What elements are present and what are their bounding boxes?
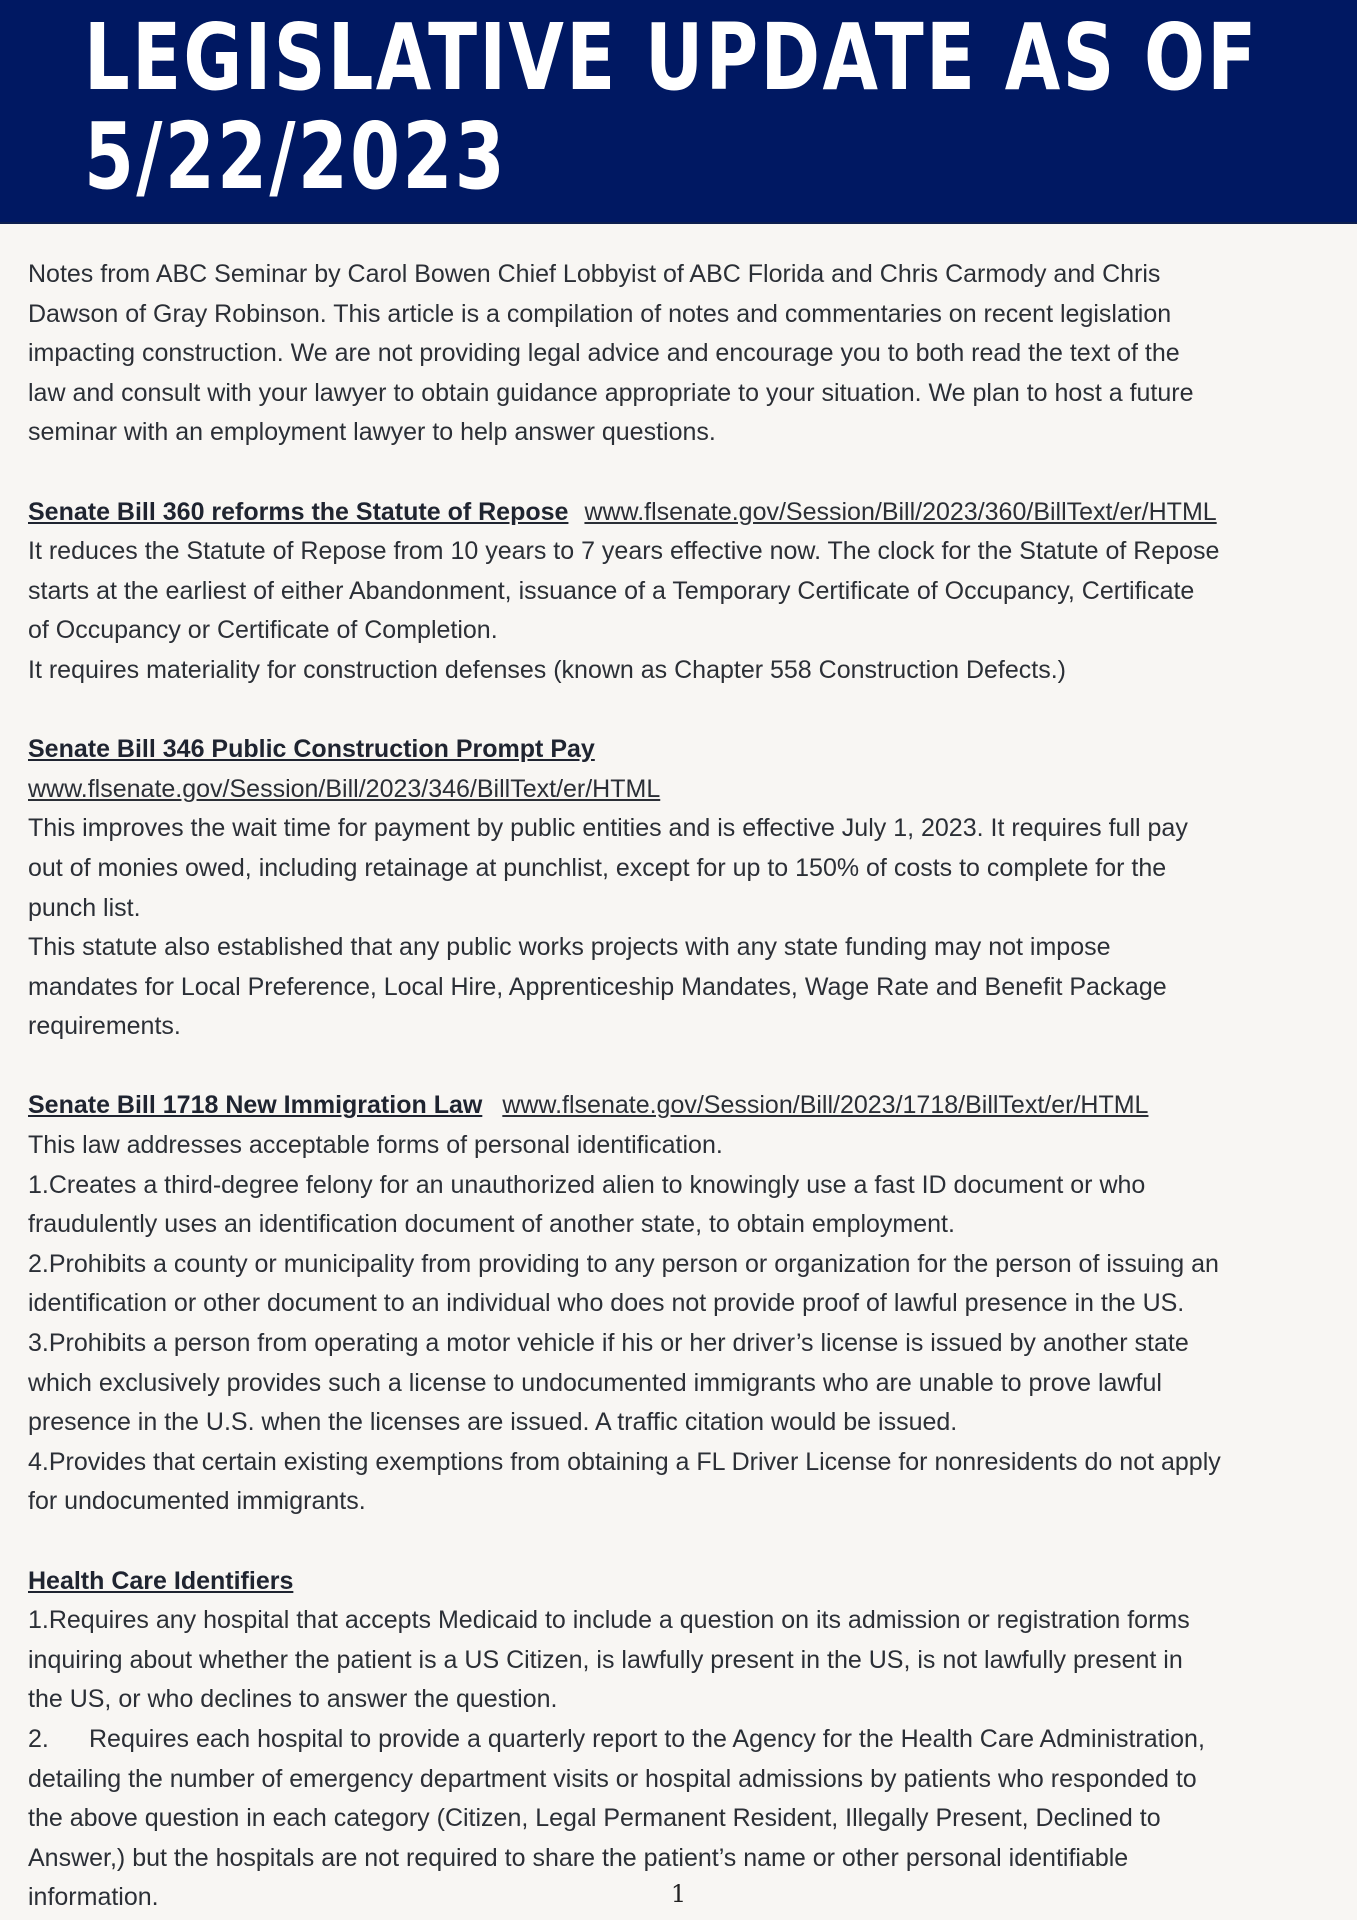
- section-heading-row: [28, 730, 1338, 770]
- section-line: which exclusively provides such a license to undocumented immigrants who are unable to prove lawful: [28, 1368, 1162, 1397]
- intro-line: Dawson of Gray Robinson. This article is a compilation of notes and commentaries on recent legislation: [28, 299, 1172, 328]
- section-line: inquiring about whether the patient is a US Citizen, is lawfully present in the US, is not lawfully present in: [28, 1645, 1183, 1674]
- section-line: fraudulently uses an identification document of another state, to obtain employment.: [28, 1210, 955, 1239]
- list-item-2-first-line: [28, 1720, 1338, 1760]
- section-line: This improves the wait time for payment by public entities and is effective July 1, 2023. It requires full pay: [28, 814, 1188, 843]
- section-heading: Senate Bill 1718 New Immigration Law: [28, 1091, 483, 1120]
- section-line: mandates for Local Preference, Local Hire, Apprenticeship Mandates, Wage Rate and Benefit Package: [28, 972, 1167, 1001]
- spacer: [28, 1047, 1338, 1087]
- section-link-row: [28, 770, 1338, 810]
- section-line: starts at the earliest of either Abandonment, issuance of a Temporary Certificate of Occupancy, Certificate: [28, 576, 1195, 605]
- section-line: information.: [28, 1883, 159, 1912]
- title-banner: [0, 0, 1357, 224]
- section-line: for undocumented immigrants.: [28, 1487, 366, 1516]
- section-heading-row: [28, 1562, 1338, 1602]
- section-line: identification or other document to an individual who does not provide proof of lawful presence in the US.: [28, 1289, 1185, 1318]
- bill-link-sb1718[interactable]: www.flsenate.gov/Session/Bill/2023/1718/BillText/er/HTML: [502, 1091, 1149, 1120]
- section-line: 4.Provides that certain existing exemptions from obtaining a FL Driver License for nonresidents do not apply: [28, 1447, 1221, 1476]
- section-line: requirements.: [28, 1012, 181, 1041]
- section-line: 2.Prohibits a county or municipality from providing to any person or organization for the person of issuing an: [28, 1249, 1219, 1278]
- spacer: [28, 453, 1338, 493]
- section-heading: Senate Bill 346 Public Construction Prompt Pay: [28, 735, 595, 764]
- section-line: 1.Creates a third-degree felony for an unauthorized alien to knowingly use a fast ID document or who: [28, 1170, 1146, 1199]
- title-line-2: 5/22/2023: [84, 103, 508, 210]
- section-heading-row: [28, 493, 1338, 533]
- section-line: It requires materiality for construction defenses (known as Chapter 558 Construction Defects.): [28, 655, 1066, 684]
- section-heading: Health Care Identifiers: [28, 1566, 294, 1595]
- section-line: the US, or who declines to answer the question.: [28, 1685, 558, 1714]
- spacer: [28, 1522, 1338, 1562]
- section-line: out of monies owed, including retainage at punchlist, except for up to 150% of costs to complete for the: [28, 853, 1167, 882]
- section-health-care-identifiers: [28, 1562, 1338, 1918]
- section-heading: Senate Bill 360 reforms the Statute of Repose: [28, 497, 569, 526]
- spacer: [28, 691, 1338, 731]
- section-line: punch list.: [28, 893, 141, 922]
- bill-link-sb346[interactable]: www.flsenate.gov/Session/Bill/2023/346/BillText/er/HTML: [28, 774, 661, 803]
- section-line: Requires each hospital to provide a quarterly report to the Agency for the Health Care Administration,: [89, 1724, 1205, 1753]
- section-line: detailing the number of emergency department visits or hospital admissions by patients who responded to: [28, 1764, 1197, 1793]
- section-line: presence in the U.S. when the licenses are issued. A traffic citation would be issued.: [28, 1408, 958, 1437]
- intro-line: Notes from ABC Seminar by Carol Bowen Chief Lobbyist of ABC Florida and Chris Carmody and Chris: [28, 260, 1161, 288]
- section-line: Answer,) but the hospitals are not required to share the patient’s name or other personal identifiable: [28, 1843, 1129, 1872]
- page-title: [84, 4, 1259, 210]
- bill-link-sb360[interactable]: www.flsenate.gov/Session/Bill/2023/360/BillText/er/HTML: [584, 497, 1217, 526]
- section-line: This law addresses acceptable forms of personal identification.: [28, 1131, 723, 1160]
- section-sb360: [28, 493, 1338, 691]
- section-line: 3.Prohibits a person from operating a motor vehicle if his or her driver’s license is issued by another state: [28, 1329, 1189, 1358]
- section-line: It reduces the Statute of Repose from 10 years to 7 years effective now. The clock for the Statute of Repose: [28, 537, 1220, 566]
- title-line-1: LEGISLATIVE UPDATE AS OF: [84, 4, 1259, 111]
- section-line: the above question in each category (Citizen, Legal Permanent Resident, Illegally Present, Declined to: [28, 1804, 1161, 1833]
- intro-line: law and consult with your lawyer to obtain guidance appropriate to your situation. We plan to host a future: [28, 378, 1194, 407]
- section-line: 1.Requires any hospital that accepts Medicaid to include a question on its admission or registration forms: [28, 1606, 1190, 1635]
- intro-line: seminar with an employment lawyer to help answer questions.: [28, 418, 716, 447]
- section-line: This statute also established that any public works projects with any state funding may not impose: [28, 933, 1111, 962]
- section-heading-row: [28, 1086, 1338, 1126]
- page-number: 1: [670, 1880, 687, 1908]
- section-sb346: [28, 730, 1338, 1047]
- intro-line: impacting construction. We are not providing legal advice and encourage you to both read the text of the: [28, 339, 1180, 368]
- intro-paragraph: [28, 255, 1338, 453]
- section-line: of Occupancy or Certificate of Completion.: [28, 616, 498, 645]
- document-body: [28, 255, 1338, 1918]
- section-sb1718: [28, 1086, 1338, 1522]
- list-number: 2.: [28, 1724, 49, 1753]
